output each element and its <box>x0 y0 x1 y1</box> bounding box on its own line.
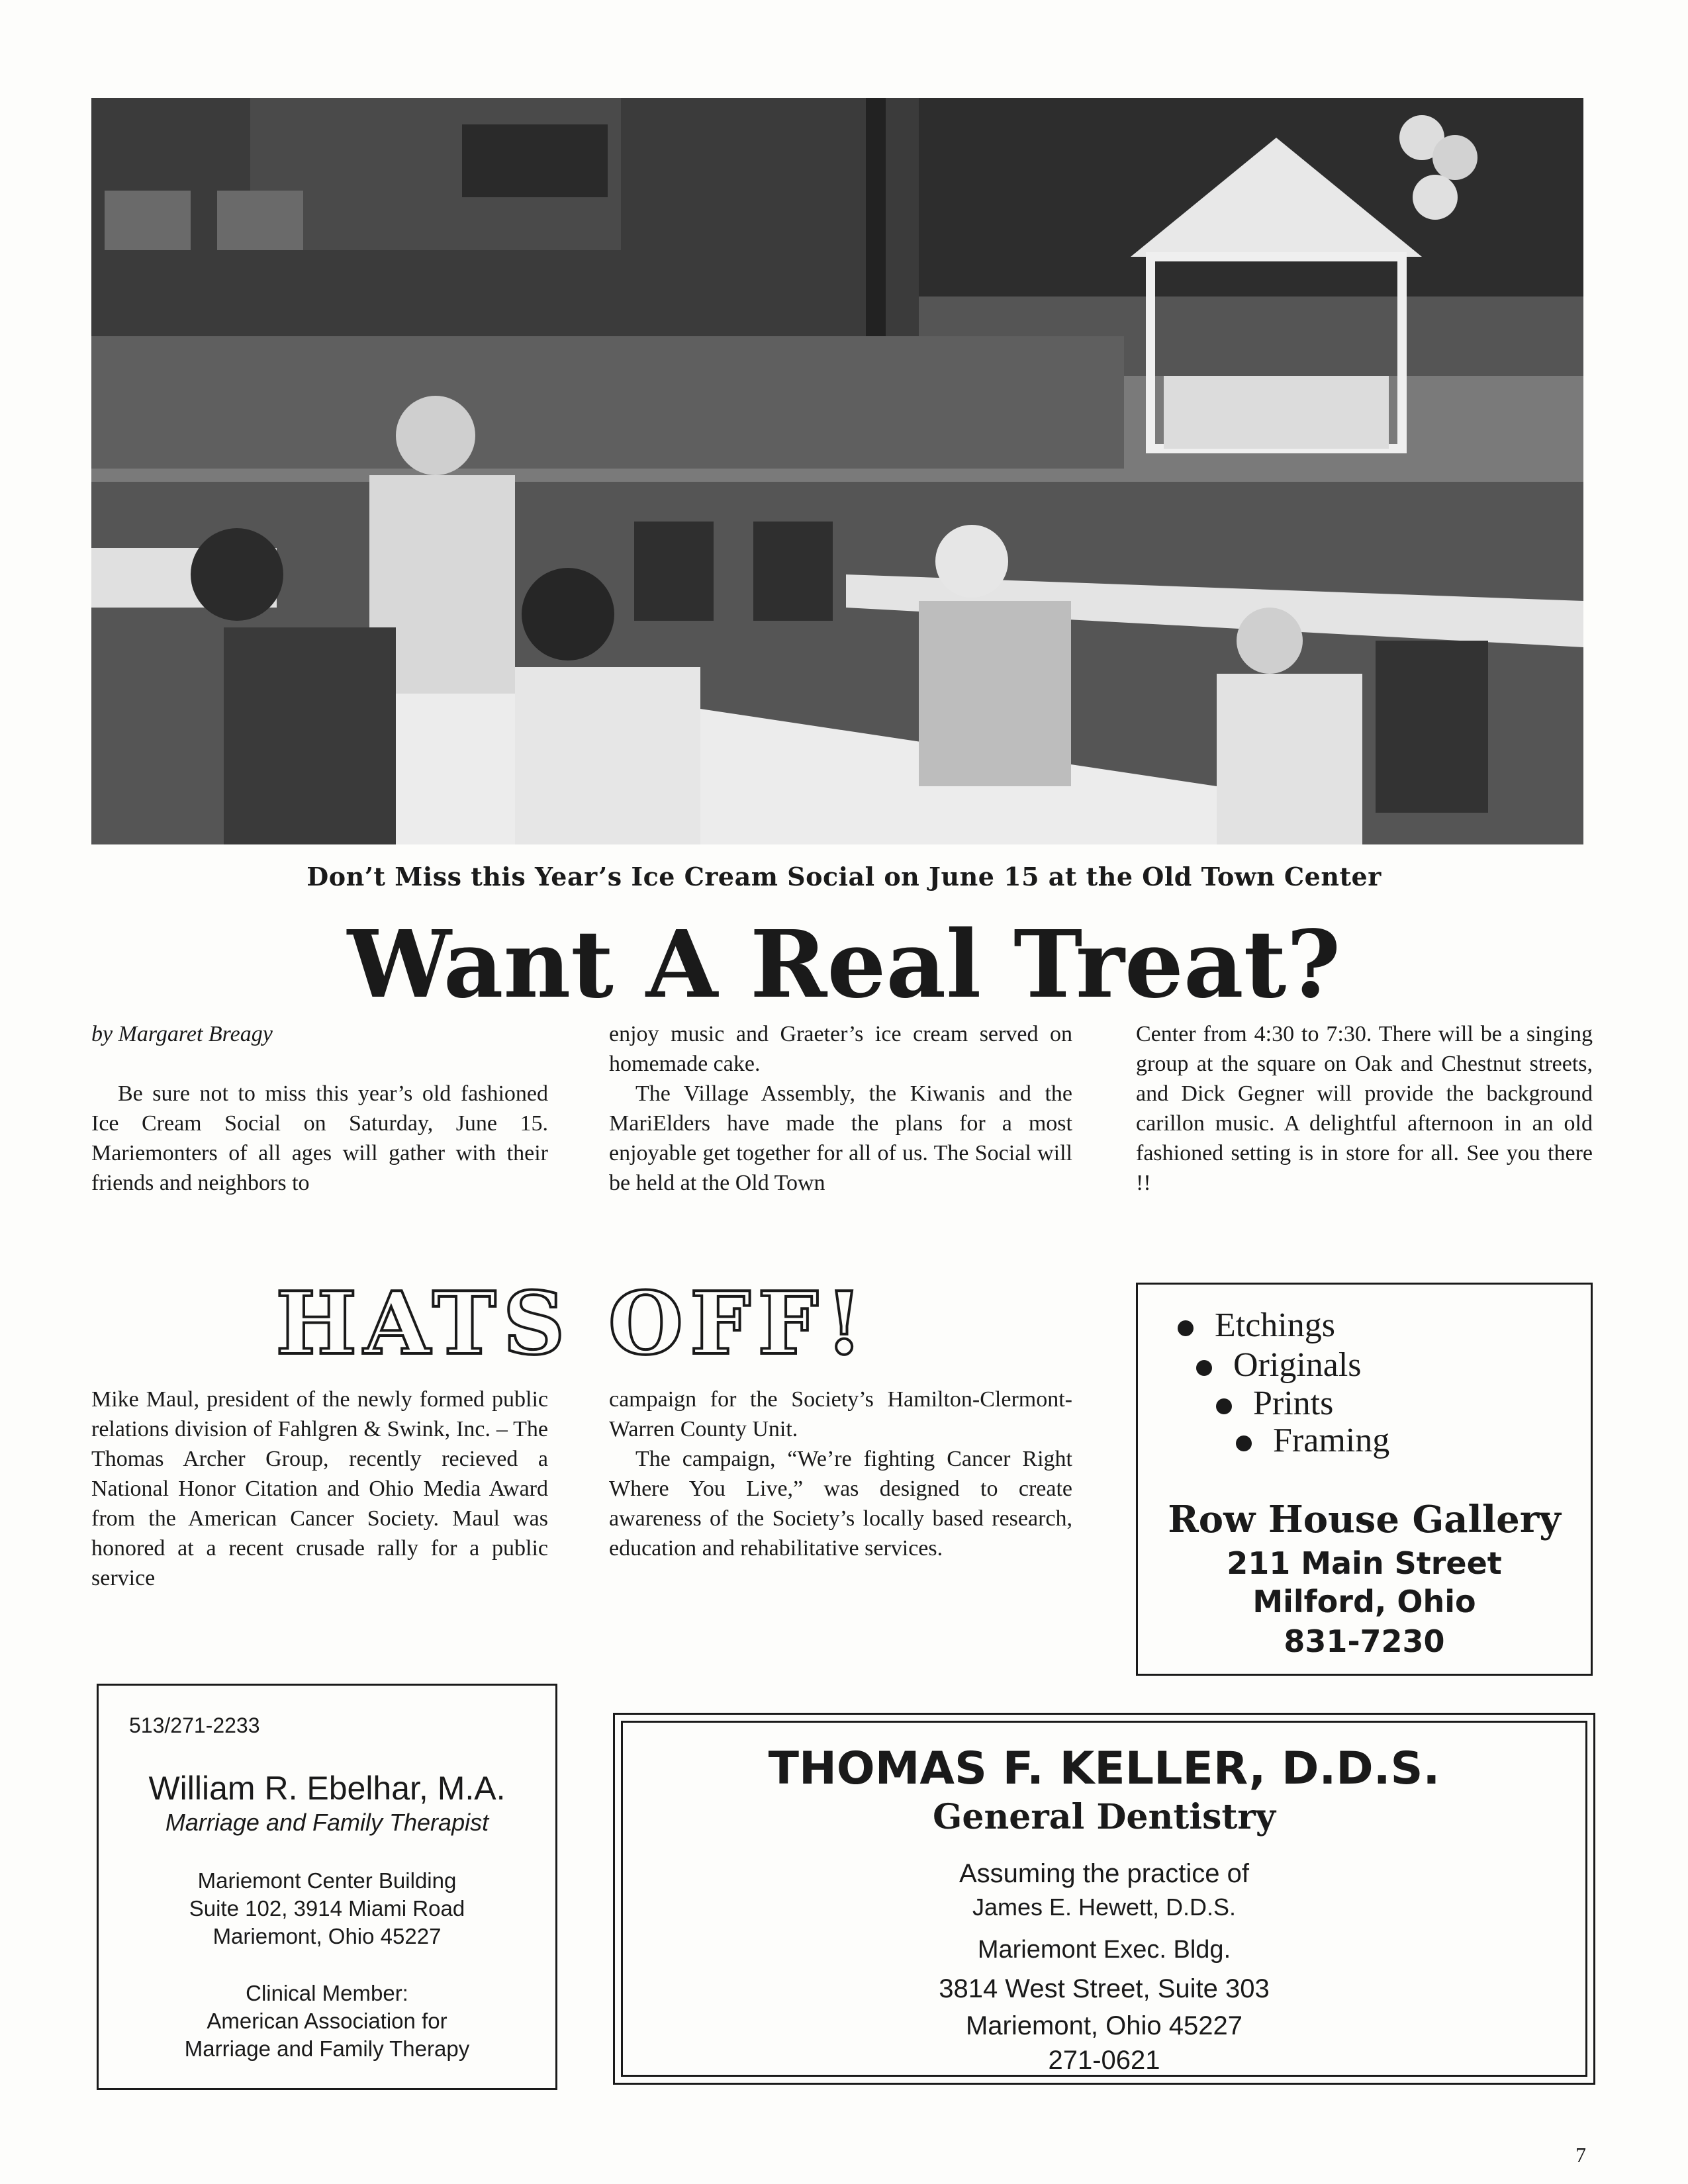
hats-off-column-1 <box>91 1385 548 1593</box>
therapist-suite: Suite 102, 3914 Miami Road <box>189 1896 465 1921</box>
article-headline: Want A Real Treat? <box>347 911 1341 1019</box>
page-number: 7 <box>1575 2143 1586 2167</box>
dentist-ad <box>621 1721 1587 2077</box>
therapist-ad <box>97 1684 557 2090</box>
ice-cream-social-photo <box>91 98 1583 844</box>
article-paragraph: The Village Assembly, the Kiwanis and the MariElders have made the plans for a most enjoyable get together for all of us. The Social will be held at the Old Town <box>609 1081 1072 1195</box>
gallery-ad <box>1136 1283 1593 1676</box>
article-paragraph: enjoy music and Graeter’s ice cream served on homemade cake. <box>609 1022 1072 1076</box>
bullet-icon <box>1236 1435 1252 1451</box>
gallery-city: Milford, Ohio <box>1252 1584 1476 1619</box>
hats-off-column-2 <box>609 1385 1072 1563</box>
hats-off-paragraph: campaign for the Society’s Hamilton-Clermont-Warren County Unit. <box>609 1387 1072 1441</box>
gallery-phone: 831-7230 <box>1284 1623 1445 1659</box>
article-column-1 <box>91 1019 548 1198</box>
article-paragraph: Be sure not to miss this year’s old fashioned Ice Cream Social on Saturday, June 15. Mariemonters of all ages will gather with their friends and neighbors to <box>91 1081 548 1195</box>
bullet-icon <box>1216 1398 1232 1414</box>
hats-off-paragraph: Mike Maul, president of the newly formed public relations division of Fahlgren & Swink, Inc. – The Thomas Archer Group, recently recieved a National Honor Citation and Ohio Media Award from the American Cancer Society. Maul was honored at a recent crusade rally for a public service <box>91 1387 548 1590</box>
therapist-title: Marriage and Family Therapist <box>165 1809 489 1836</box>
dentist-previous: James E. Hewett, D.D.S. <box>972 1893 1237 1921</box>
gallery-address: 211 Main Street <box>1227 1545 1502 1581</box>
therapist-association: American Association for <box>207 2009 447 2033</box>
therapist-building: Mariemont Center Building <box>197 1868 457 1893</box>
gallery-name: Row House Gallery <box>1168 1498 1561 1541</box>
dentist-city: Mariemont, Ohio 45227 <box>965 2011 1243 2040</box>
hats-off-paragraph: The campaign, “We’re fighting Cancer Right Where You Live,” was designed to create awareness of the Society’s locally based research, education and rehabilitative services. <box>609 1447 1072 1561</box>
dentist-phone: 271-0621 <box>1048 2046 1160 2075</box>
gallery-item: Originals <box>1196 1345 1362 1385</box>
hats-off-title: HATS OFF! <box>275 1273 870 1374</box>
bullet-icon <box>1178 1320 1194 1336</box>
therapist-name: William R. Ebelhar, M.A. <box>148 1770 506 1807</box>
therapist-city: Mariemont, Ohio 45227 <box>212 1924 442 1948</box>
therapist-member-label: Clinical Member: <box>246 1981 408 2005</box>
photo-caption: Don’t Miss this Year’s Ice Cream Social on June 15 at the Old Town Center <box>306 862 1382 891</box>
photo-icon <box>91 98 1583 844</box>
byline: by Margaret Breagy <box>91 1022 273 1046</box>
bullet-icon <box>1196 1360 1212 1376</box>
gallery-item: Framing <box>1236 1421 1389 1461</box>
gallery-item: Etchings <box>1178 1306 1335 1345</box>
article-column-2 <box>609 1019 1072 1198</box>
article-paragraph: Center from 4:30 to 7:30. There will be a singing group at the square on Oak and Chestnut streets, and Dick Gegner will provide the background carillon music. A delightful afternoon in an old fashioned setting is in store for all. See you there !! <box>1136 1022 1593 1195</box>
dentist-street: 3814 West Street, Suite 303 <box>939 1974 1270 2003</box>
therapist-phone: 513/271-2233 <box>129 1713 260 1737</box>
gallery-item: Prints <box>1216 1384 1333 1424</box>
dentist-specialty: General Dentistry <box>933 1797 1276 1837</box>
therapist-association: Marriage and Family Therapy <box>184 2036 470 2061</box>
dentist-name: THOMAS F. KELLER, D.D.S. <box>768 1743 1440 1795</box>
dentist-building: Mariemont Exec. Bldg. <box>977 1936 1231 1964</box>
dentist-assuming: Assuming the practice of <box>959 1859 1249 1888</box>
article-column-3 <box>1136 1019 1593 1198</box>
